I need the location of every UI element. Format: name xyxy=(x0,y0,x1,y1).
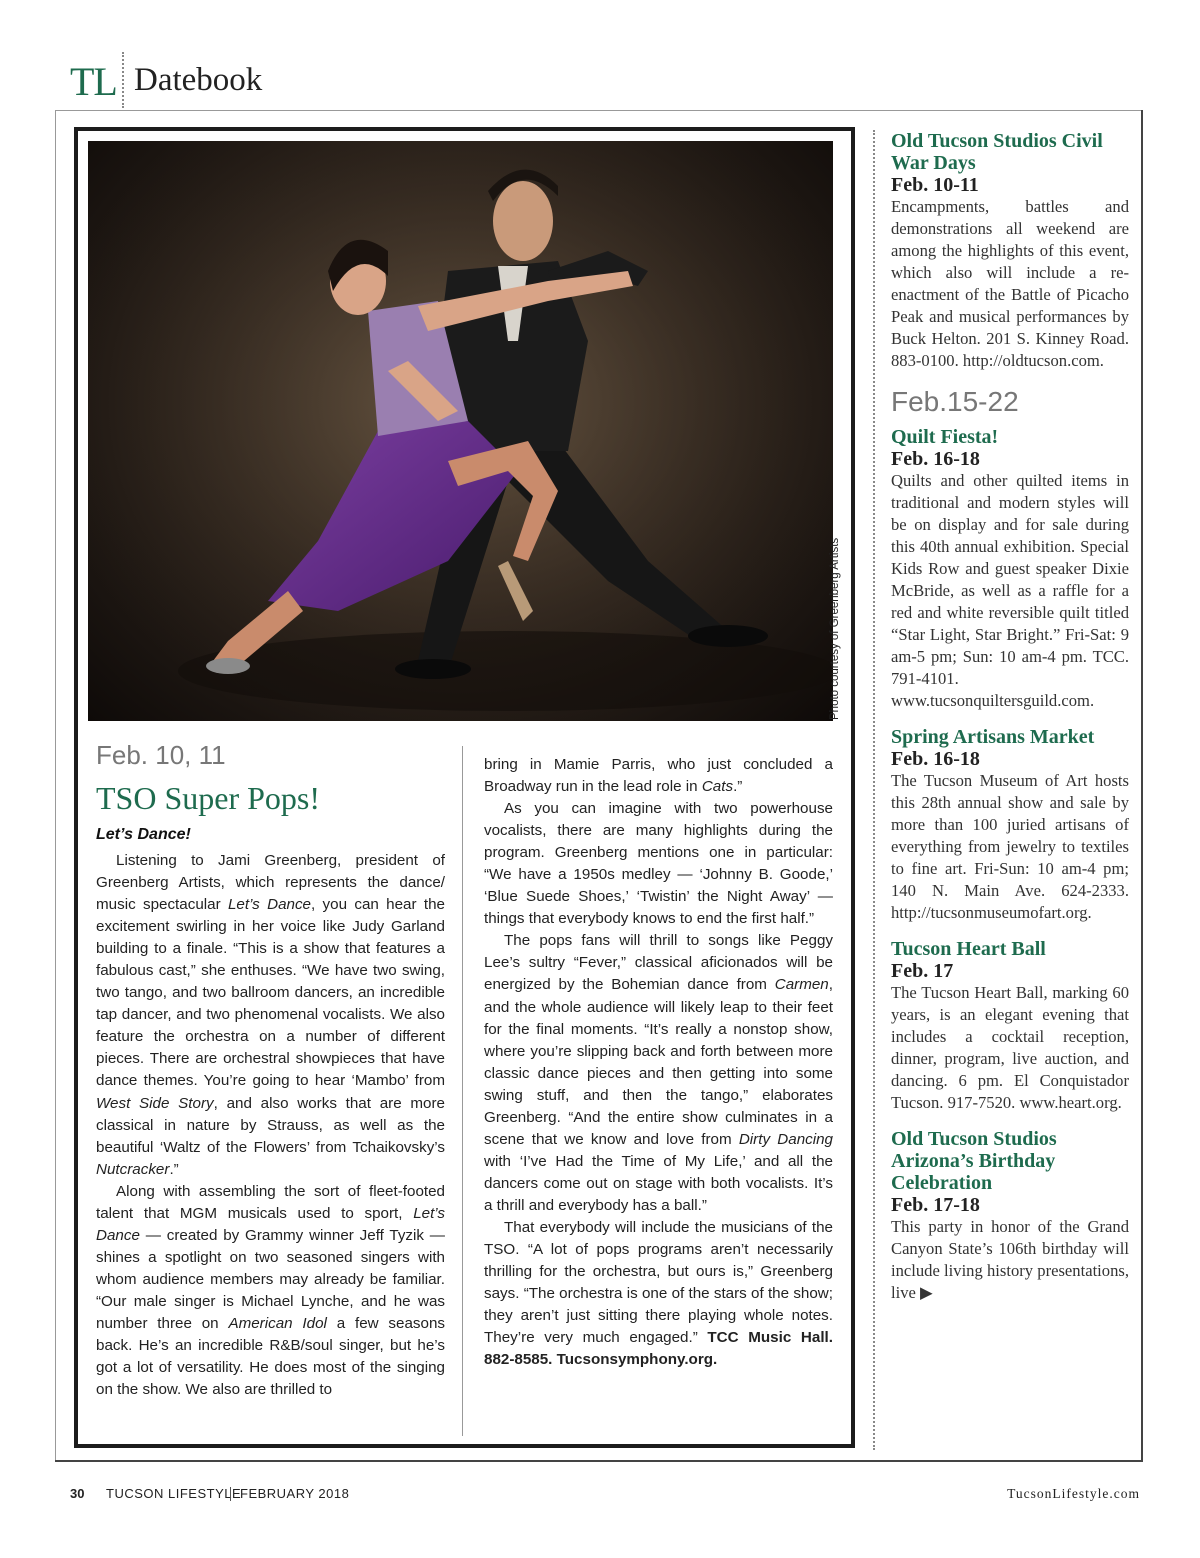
article-paragraph: bring in Mamie Parris, who just concluded a Broadway run in the lead role in Cats.” xyxy=(484,756,833,796)
event-description: This party in honor of the Grand Canyon State’s 106th birthday will include living history presentations, live ▶ xyxy=(891,1217,1129,1302)
event-date: Feb. 17-18 xyxy=(891,1194,980,1216)
header-divider xyxy=(122,52,124,108)
article-date: Feb. 10, 11 xyxy=(96,740,226,770)
magazine-logo: TL xyxy=(70,59,117,104)
event-title: Quilt Fiesta! xyxy=(891,426,999,448)
article-paragraph: That everybody will include the musicians of the TSO. “A lot of pops programs aren’t necessarily thrilling for the orchestra, but ours is,” Greenberg says. “The orchestra is one of the stars of the show; they aren’t just sitting there playing whole notes. They’re very much engaged.” TCC Music Hall. 882-8585. Tucsonsymphony.org. xyxy=(484,1218,833,1369)
event-description: Quilts and other quilted items in traditional and modern styles will be on display and for sale during this 40th annual exhibition. Special Kids Row and guest speaker Dixie McBride, as well as a raffle for a red and white reversible quilt titled “Star Light, Star Bright.” Fri-Sat: 9 am-5 pm; Sun: 10 am-4 pm. TCC. 791-4101. www.tucsonquiltersguild.com. xyxy=(891,471,1129,710)
event-date: Feb. 10-11 xyxy=(891,174,979,196)
page-number: 30 xyxy=(70,1486,85,1501)
article-subtitle: Let’s Dance! xyxy=(96,826,191,843)
event-date: Feb. 17 xyxy=(891,960,954,982)
article-paragraph: Along with assembling the sort of fleet-footed talent that MGM musicals used to sport, Let’s Dance — created by Grammy winner Jeff Tyzik — shines a spotlight on two seasoned singers with whom audience members may already be familiar. “Our male singer is Michael Lynche, and he was number three on American Idol a few seasons back. He’s an incredible R&B/soul singer, but he’s got a lot of versatility. He does most of the singing on the show. We also are thrilled to xyxy=(96,1182,445,1399)
continue-arrow-icon: ▶ xyxy=(920,1283,933,1302)
article-column-2 xyxy=(484,754,833,1371)
event-date: Feb. 16-18 xyxy=(891,448,980,470)
event-heart-ball xyxy=(891,938,1129,1114)
event-title: Old Tucson Studios Arizona’s Birthday Celebration xyxy=(891,1128,1057,1194)
event-arizona-birthday xyxy=(891,1128,1129,1304)
event-quilt-fiesta xyxy=(891,426,1129,712)
sidebar-divider xyxy=(873,130,875,1450)
event-description: The Tucson Heart Ball, marking 60 years, is an elegant evening that includes a cocktail reception, dinner, program, live auction, and dancing. 6 pm. El Conquistador Tucson. 917-7520. www.heart.org. xyxy=(891,983,1129,1112)
column-divider xyxy=(462,746,463,1436)
event-title: Spring Artisans Market xyxy=(891,726,1095,748)
publication-name: TUCSON LIFESTYLE xyxy=(106,1486,242,1501)
article-column-1 xyxy=(96,850,445,1401)
article-paragraph: As you can imagine with two powerhouse vocalists, there are many highlights during the program. Greenberg mentions one in particular: “We have a 1950s medley — ‘Johnny B. Goode,’ ‘Blue Suede Shoes,’ ‘Twistin’ the Night Away’ — things that everybody knows to end the first half.” xyxy=(484,800,833,928)
event-title: Old Tucson Studios Civil War Days xyxy=(891,130,1103,174)
issue-date: FEBRUARY 2018 xyxy=(240,1486,350,1501)
event-date: Feb. 16-18 xyxy=(891,748,980,770)
article-title: TSO Super Pops! xyxy=(96,780,321,816)
event-description: Encampments, battles and demonstrations all weekend are among the highlights of this event, which also will include a re-enactment of the Battle of Picacho Peak and musical performances by Buck Helton. 201 S. Kinney Road. 883-0100. http://oldtucson.com. xyxy=(891,197,1129,370)
photo-credit: Photo courtesy of Greenberg Artists xyxy=(829,537,841,720)
article-paragraph: The pops fans will thrill to songs like Peggy Lee’s sultry “Fever,” classical aficionados will be energized by the Bohemian dance from Carmen, and the whole audience will likely leap to their feet for the final moments. “It’s really a nonstop show, where you’re slipping back and forth between more classic dance pieces and then getting into some swing stuff, and then the tango,” elaborates Greenberg. “And the entire show culminates in a scene that we know and love from Dirty Dancing with ‘I’ve Had the Time of My Life,’ and all the dancers come out on stage with both vocalists. It’s a thrill and everybody has a ball.” xyxy=(484,932,833,1214)
article-paragraph: Listening to Jami Greenberg, president of Greenberg Artists, which represents the dance/ music spectacular Let’s Dance, you can hear the excitement swirling in her voice like Judy Garland building to a finale. “This is a show that features a fabulous cast,” she enthuses. “We have two swing, two tango, and two ballroom dancers, an incredible tap dancer, and two phenomenal vocalists. We also feature the orchestra on a number of different pieces. There are orchestral showpieces that have dance themes. You’re going to hear ‘Mambo’ from West Side Story, and also works that are more classical in nature by Strauss, as well as the beautiful ‘Waltz of the Flowers’ from Tchaikovsky’s Nutcracker.” xyxy=(96,852,445,1178)
venue-contact: TCC Music Hall. 882-8585. Tucsonsymphony.org. xyxy=(484,1329,833,1369)
event-spring-artisans-market xyxy=(891,726,1129,924)
page-footer xyxy=(70,1486,1140,1506)
week-heading: Feb.15-22 xyxy=(891,386,1019,417)
footer-divider xyxy=(230,1487,231,1501)
dancers-illustration xyxy=(88,141,833,721)
website-url: TucsonLifestyle.com xyxy=(1007,1486,1140,1501)
events-sidebar xyxy=(891,130,1129,1318)
event-civil-war-days xyxy=(891,130,1129,372)
tango-dancers-photo xyxy=(88,141,833,721)
event-title: Tucson Heart Ball xyxy=(891,938,1046,960)
event-description: The Tucson Museum of Art hosts this 28th annual show and sale by more than 100 juried artisans of everything from jewelry to textiles to fine art. Fri-Sun: 10 am-4 pm; 140 N. Main Ave. 624-2333. http://tucsonmuseumofart.org. xyxy=(891,771,1129,922)
section-title: Datebook xyxy=(134,62,263,98)
